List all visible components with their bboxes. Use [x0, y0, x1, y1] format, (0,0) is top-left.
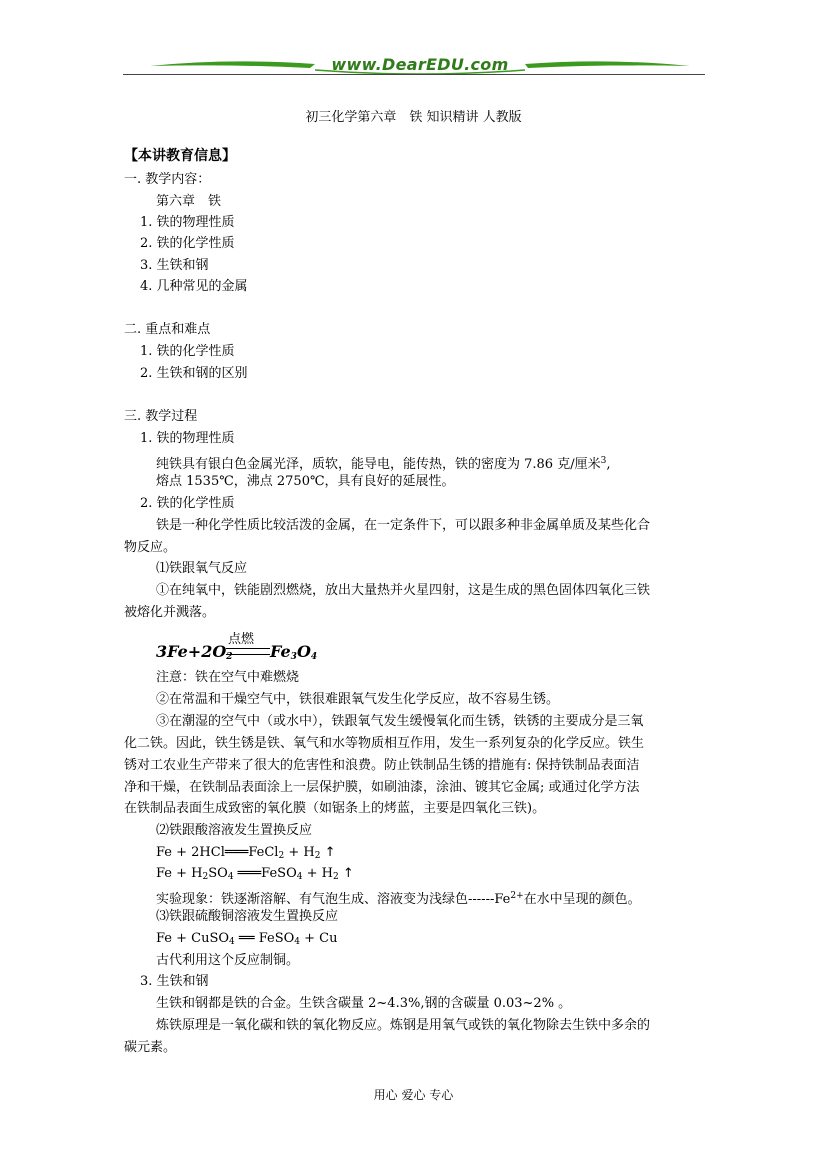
text: + H — [284, 845, 315, 860]
subscript: 2 — [314, 851, 321, 861]
section1-chapter: 第六章 铁 — [156, 194, 222, 209]
gas-arrow-icon: ↑ — [342, 866, 354, 881]
note-line: 注意：铁在空气中难燃烧 — [156, 670, 300, 685]
subscript: 4 — [294, 937, 301, 947]
paragraph-line: 化二铁。因此，铁生锈是铁、氧气和水等物质相互作用，发生一系列复杂的化学反应。铁生 — [124, 736, 645, 751]
equation-rhs — [270, 642, 317, 662]
text: FeSO — [258, 931, 295, 946]
text: + Cu — [300, 931, 338, 946]
equation-condition: 点燃 — [228, 632, 255, 647]
page-title: 初三化学第六章 铁 知识精讲 人教版 — [305, 110, 522, 125]
text: O — [296, 642, 311, 661]
superscript: 2+ — [510, 891, 524, 901]
text: + H — [302, 866, 333, 881]
section1-item: 2. 铁的化学性质 — [140, 236, 235, 251]
equation-lhs — [156, 642, 233, 662]
header-rule — [123, 74, 705, 75]
reaction-h2so4 — [156, 866, 354, 885]
subsection-title: ⑶铁跟硫酸铜溶液发生置换反应 — [156, 909, 339, 924]
paragraph-line: 炼铁原理是一氧化碳和铁的氧化物反应。炼钢是用氧气或铁的氧化物除去生铁中多余的 — [156, 1018, 651, 1033]
physical-props-line: 熔点 1535℃，沸点 2750℃，具有良好的延展性。 — [156, 474, 455, 489]
text: Fe + H — [156, 866, 203, 881]
text: ═══ — [224, 845, 249, 860]
subscript: 4 — [227, 872, 234, 882]
physical-props-title: 1. 铁的物理性质 — [140, 431, 235, 446]
subscript: 3 — [290, 652, 297, 662]
text: ══ — [234, 931, 259, 946]
text: 纯铁具有银白色金属光泽，质软，能导电，能传热，铁的密度为 7.86 克/厘米 — [156, 457, 601, 472]
text: 2O — [201, 642, 227, 661]
paragraph-line: 物反应。 — [124, 540, 177, 555]
section1-item: 1. 铁的物理性质 — [140, 215, 235, 230]
text: , — [606, 457, 611, 472]
superscript: 3 — [600, 456, 607, 466]
section1-item: 3. 生铁和钢 — [140, 258, 209, 273]
reaction-cuso4 — [156, 931, 338, 950]
subsection-title: ⑵铁跟酸溶液发生置换反应 — [156, 823, 313, 838]
subscript: 4 — [310, 652, 318, 662]
section2-item: 2. 生铁和钢的区别 — [140, 366, 248, 381]
paragraph-line: 在铁制品表面生成致密的氧化膜（如锯条上的烤蓝，主要是四氧化三铁)。 — [124, 801, 546, 816]
logo-text: www.DearEDU.com — [331, 55, 509, 74]
page-footer: 用心 爱心 专心 — [373, 1088, 454, 1102]
text: FeSO — [261, 866, 297, 881]
section3-heading: 三. 教学过程 — [124, 409, 198, 424]
combustion-equation — [156, 628, 356, 664]
paragraph-line: ①在纯氧中，铁能剧烈燃烧，放出大量热并火星四射，这是生成的黑色固体四氧化三铁 — [156, 583, 651, 598]
paragraph-line: 生铁和钢都是铁的合金。生铁含碳量 2~4.3%,钢的含碳量 0.03~2% 。 — [156, 996, 572, 1011]
iron-steel-title: 3. 生铁和钢 — [140, 974, 209, 989]
paragraph-line: 被熔化并溅落。 — [124, 605, 216, 620]
section1-item: 4. 几种常见的金属 — [140, 279, 248, 294]
text: 实验现象：铁逐渐溶解、有气泡生成、溶液变为浅绿色------Fe — [156, 892, 511, 907]
info-heading: 【本讲教育信息】 — [124, 148, 236, 164]
paragraph-line: 锈对工农业生产带来了很大的危害性和浪费。防止铁制品生锈的措施有: 保持铁制品表面洁 — [124, 758, 640, 773]
paragraph-line: 古代利用这个反应制铜。 — [156, 953, 300, 968]
paragraph-line: ③在潮湿的空气中（或水中），铁跟氧气发生缓慢氧化而生锈，铁锈的主要成分是三氧 — [156, 714, 644, 729]
paragraph-line: 碳元素。 — [124, 1040, 177, 1055]
gas-arrow-icon: ↑ — [324, 845, 336, 860]
reaction-hcl — [156, 845, 335, 864]
text: + — [187, 642, 202, 661]
section2-heading: 二. 重点和难点 — [124, 322, 211, 337]
section1-heading: 一. 教学内容： — [124, 172, 211, 187]
text: 在水中呈现的颜色。 — [523, 892, 641, 907]
text: FeCl — [248, 845, 279, 860]
subscript: 4 — [229, 937, 235, 947]
text: SO — [208, 866, 228, 881]
text: Fe — [270, 642, 291, 661]
subscript: 2 — [202, 872, 209, 882]
chemical-props-title: 2. 铁的化学性质 — [140, 496, 235, 511]
subscript: 2 — [226, 652, 233, 662]
equation-equals — [226, 648, 270, 655]
observation-line — [156, 888, 641, 908]
subscript: 4 — [296, 872, 303, 882]
text: ═══ — [233, 866, 262, 881]
paragraph-line: 净和干燥，在铁制品表面涂上一层保护膜，如刷油漆，涂油、镀其它金属; 或通过化学方法 — [124, 780, 640, 795]
subscript: 2 — [332, 872, 339, 882]
text: Fe + CuSO — [156, 931, 230, 946]
physical-props-line — [156, 453, 610, 473]
subscript: 2 — [278, 851, 285, 861]
paragraph-line: ②在常温和干燥空气中，铁很难跟氧气发生化学反应，故不容易生锈。 — [156, 692, 560, 707]
section2-item: 1. 铁的化学性质 — [140, 344, 235, 359]
text: Fe + 2HCl — [156, 845, 225, 860]
site-logo — [150, 52, 690, 80]
paragraph-line: 铁是一种化学性质比较活泼的金属，在一定条件下，可以跟多种非金属单质及某些化合 — [156, 518, 651, 533]
subsection-title: ⑴铁跟氧气反应 — [156, 561, 248, 576]
text: 3Fe — [156, 642, 188, 661]
